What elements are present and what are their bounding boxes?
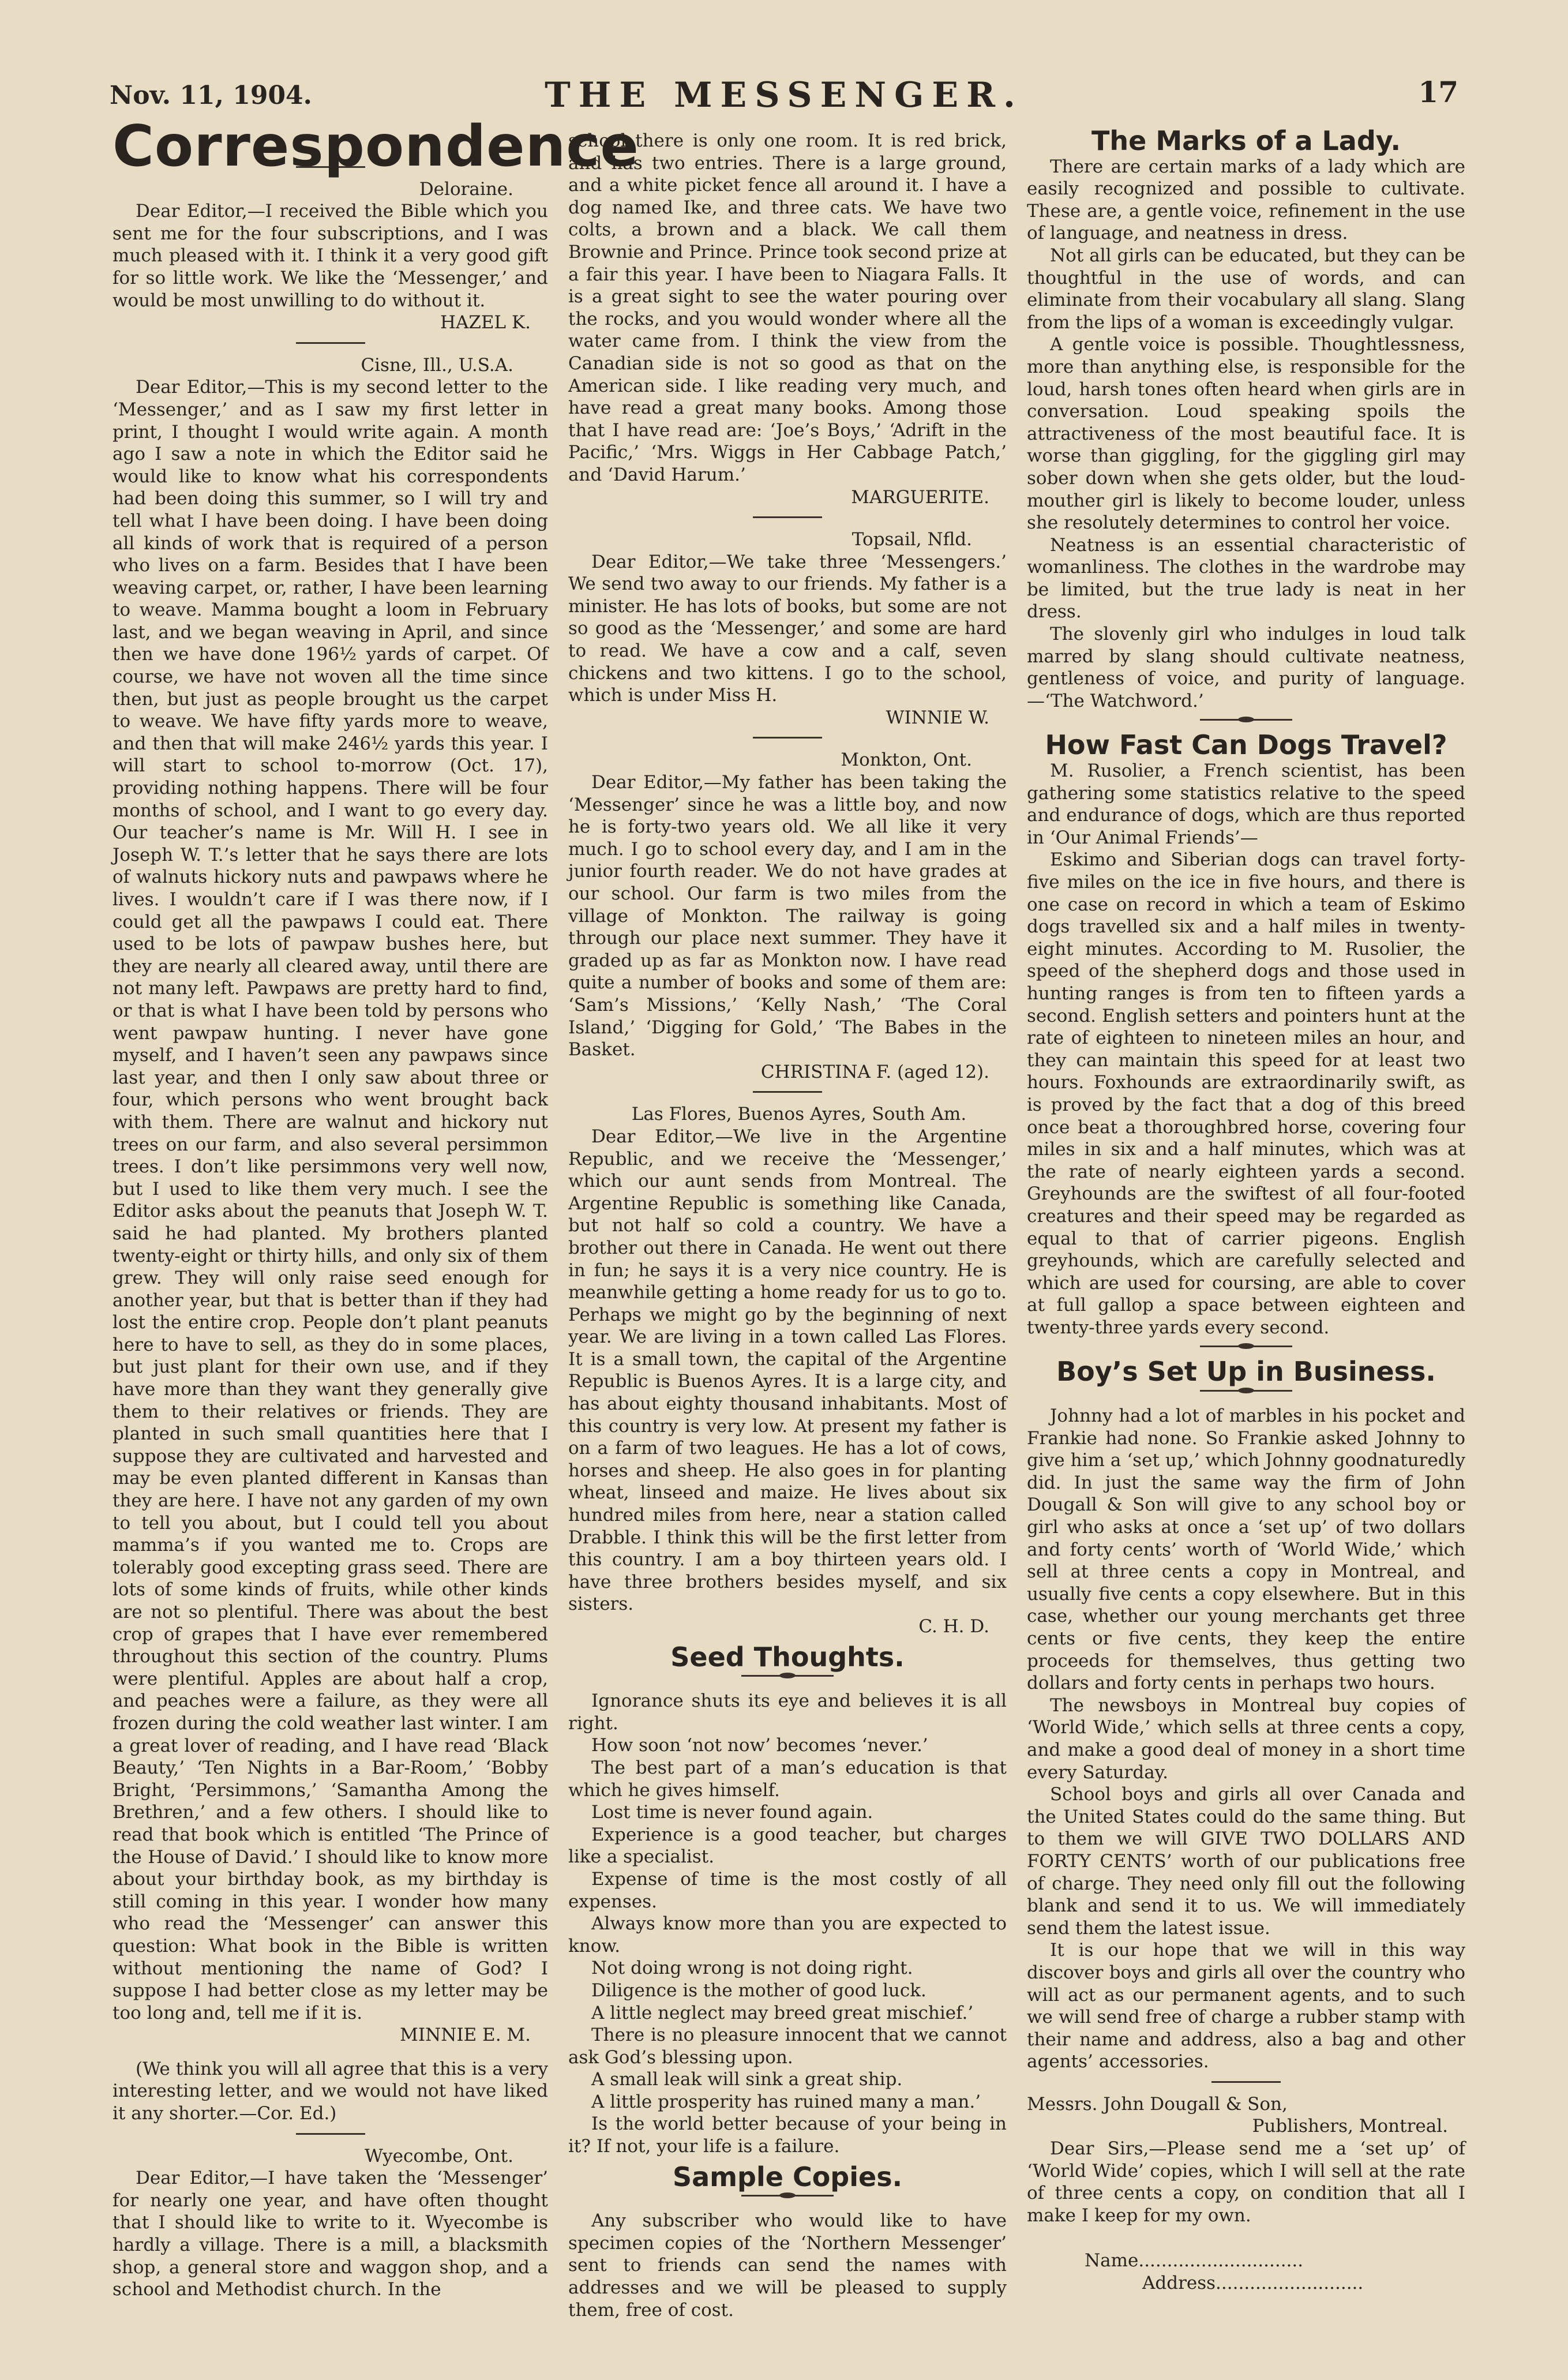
letter-signature: MINNIE E. M.: [400, 2025, 531, 2046]
letter-place: Monkton, Ont.: [841, 749, 972, 771]
article-paragraph: Neatness is an essential characteristic of womanliness. The clothes in the wardrobe may be limited, but the true lady is neat in her dress.: [1027, 534, 1465, 623]
letter-place: Las Flores, Buenos Ayres, South Am.: [631, 1104, 967, 1125]
letter-place: Wyecombe, Ont.: [364, 2145, 513, 2167]
article-paragraph: Eskimo and Siberian dogs can travel forty-five miles on the ice in five hours, and there is one case on record in which a team of Eskimo dogs travelled six and a half miles in twenty-eight minutes. According to M. Rusolier, the speed of the shepherd dogs and those used in hunting ranges is from ten to fifteen yards a second. English setters and pointers hunt at the rate of eighteen to nineteen miles an hour, and they can maintain this speed for at least two hours. Foxhounds are extraordinarily swift, as is proved by the fact that a dog of this breed once beat a thoroughbred horse, covering four miles in six and a half minutes, which was at the rate of nearly eighteen yards a second. Greyhounds are the swiftest of all four-footed creatures and their speed may be regarded as equal to that of carrier pigeons. English greyhounds, which are carefully selected and which are used for coursing, are able to cover at full gallop a space between eighteen and twenty-three yards every second.: [1027, 849, 1465, 1338]
ornamental-rule: [1200, 1388, 1292, 1393]
marks-of-a-lady-heading: The Marks of a Lady.: [1091, 125, 1401, 156]
seed-thought: Ignorance shuts its eye and believes it is all right.: [568, 1691, 1007, 1734]
seed-thought: How soon ‘not now’ becomes ‘never.’: [591, 1735, 928, 1756]
letter-body: Dear Editor,—We take three ‘Messengers.’ We send two away to our friends. My father is a minister. He has lots of books, but some are not so good as the ‘Messenger,’ and some are hard to read. We have a cow and a calf, seven chickens and two kittens. I go to the school, which is under Miss H.: [568, 551, 1007, 706]
seed-thought: Not doing wrong is not doing right.: [591, 1958, 913, 1979]
seed-thought: Always know more than you are expected to know.: [568, 1913, 1007, 1957]
form-salutation: Messrs. John Dougall & Son,: [1027, 2093, 1288, 2115]
letter-place: Deloraine.: [419, 178, 513, 200]
seed-thought: There is no pleasure innocent that we cannot ask God’s blessing upon.: [568, 2025, 1007, 2068]
sample-copies-body: Any subscriber who would like to have specimen copies of the ‘Northern Messenger’ sent to friends can send the names with addresses and we will be pleased to supply them, free of cost.: [568, 2210, 1007, 2321]
letter-body: Dear Editor,—We live in the Argentine Republic, and we receive the ‘Messenger,’ which our aunt sends from Montreal. The Argentine Republic is something like Canada, but not half so cold a country. We have a brother out there in Canada. He went out there in fun; he says it is a very nice country. He is meanwhile getting a home ready for us to go to. Perhaps we might go by the beginning of next year. We are living in a town called Las Flores. It is a small town, the capital of the Argentine Republic is Buenos Ayres. It is a large city, and has about eighty thousand inhabitants. Most of this country is very low. At present my father is on a farm of two leagues. He has a lot of cows, horses and sheep. He also goes in for planting wheat, linseed and maize. He lives about six hundred miles from here, near a station called Drabble. I think this will be the first letter from this country. I am a boy thirteen years old. I have three brothers besides myself, and six sisters.: [568, 1126, 1007, 1615]
column-1: [112, 114, 639, 2301]
letter-body: Dear Editor,—I have taken the ‘Messenger’ for nearly one year, and have often thought that I should like to write to it. Wyecombe is hardly a village. There is a mill, a blacksmith shop, a general store and waggon shop, and a school and Methodist church. In the: [112, 2168, 548, 2300]
correspondence-heading: Correspondence: [112, 114, 639, 179]
business-heading: Boy’s Set Up in Business.: [1056, 1356, 1436, 1388]
article-paragraph: A gentle voice is possible. Thoughtlessness, more than anything else, is responsible for the loud, harsh tones often heard when girls are in conversation. Loud speaking spoils the attractiveness of the most beautiful face. It is worse than giggling, for the giggling girl may sober down when she gets older, but the loud-mouther girl is likely to become louder, unless she resolutely determines to control her voice.: [1027, 334, 1465, 534]
letter-body: Dear Editor,—This is my second letter to the ‘Messenger,’ and as I saw my first letter in print, I thought I would write again. A month ago I saw a note in which the Editor said he would like to know what his correspondents had been doing this summer, so I will try and tell what I have been doing. I have been doing all kinds of work that is required of a person who lives on a farm. Besides that I have been weaving carpet, or, rather, I have been learning to weave. Mamma bought a loom in February last, and we began weaving in April, and since then we have done 196½ yards of carpet. Of course, we have not woven all the time since then, but just as people brought us the carpet to weave. We have fifty yards more to weave, and then that will make 246½ yards this year. I will start to school to-morrow (Oct. 17), providing nothing happens. There will be four months of school, and I want to go every day. Our teacher’s name is Mr. Will H. I see in Joseph W. T.’s letter that he says there are lots of walnuts hickory nuts and pawpaws where he lives. I wouldn’t care if I was there now, if I could get all the pawpaws I could eat. There used to be lots of pawpaw bushes here, but they are nearly all cleared away, until there are not many left. Pawpaws are pretty hard to find, or that is what I have been told by persons who went pawpaw hunting. I never have gone myself, and I haven’t seen any pawpaws since last year, and then I only saw about three or four, which persons who went brought back with them. There are walnut and hickory nut trees on our farm, and also several persimmon trees. I don’t like persimmons very well now, but I used to like them very much. I see the Editor asks about the peanuts that Joseph W. T. said he had planted. My brothers planted twenty-eight or thirty hills, and only six of them grew. They will only raise seed enough for another year, but that is better than if they had lost the entire crop. People don’t plant peanuts here to have to sell, as they do in some places, but just plant for their own use, and if they have more than they want they generally give them to their relatives or friends. They are planted in such small quantities here that I suppose they are cultivated and harvested and may be even planted different in Kansas than they are here. I have not any garden of my own to tell you about, but I could tell you about mamma’s if you wanted me to. Crops are tolerably good excepting grass seed. There are lots of some kinds of fruits, while other kinds are not so plentiful. There was about the best crop of grapes that I have ever remembered throughout this section of the country. Plums were plentiful. Apples are about half a crop, and peaches were a failure, as they were all frozen during the cold weather last winter. I am a great lover of reading, and I have read ‘Black Beauty,’ ‘Ten Nights in a Bar-Room,’ ‘Bobby Bright, ‘Persimmons,’ ‘Samantha Among the Brethren,’ and a few others. I should like to read that book which is entitled ‘The Prince of the House of David.’ I should like to know more about your birthday book, as my birthday is still coming in this year. I wonder how many who read the ‘Messenger’ can answer this question: What book in the Bible is written without mentioning the name of God? I suppose I had better close as my letter may be too long and, tell me if it is.: [112, 377, 548, 2023]
article-paragraph: School boys and girls all over Canada and the United States could do the same thing. But to them we will GIVE TWO DOLLARS AND FORTY CENTS’ worth of our publications free of charge. They need only fill out the following blank and send it to us. We will immediately send them the latest issue.: [1027, 1784, 1465, 1939]
letter-body: school there is only one room. It is red brick, and has two entries. There is a large ground, and a white picket fence all around it. I have a dog named Ike, and three cats. We have two colts, a brown and a black. We call them Brownie and Prince. Prince took second prize at a fair this year. I have been to Niagara Falls. It is a great sight to see the water pouring over the rocks, and you would wonder where all the water came from. I think the view from the Canadian side is not so good as that on the American side. I like reading very much, and have read a great many books. Among those that I have read are: ‘Joe’s Boys,’ ‘Adrift in the Pacific,’ ‘Mrs. Wiggs in Her Cabbage Patch,’ and ‘David Harum.’: [568, 130, 1007, 485]
page-number: 17: [1418, 75, 1458, 109]
letter-signature: WINNIE W.: [886, 707, 989, 728]
ornamental-rule: [1200, 717, 1292, 722]
column-2: [568, 130, 1007, 2321]
letter-body: Dear Editor,—I received the Bible which you sent me for the four subscriptions, and I was much pleased with it. I think it a very good gift for so little work. We like the ‘Messenger,’ and would be most unwilling to do without it.: [112, 201, 548, 311]
name-line: Name.............................: [1085, 2250, 1304, 2272]
article-paragraph: M. Rusolier, a French scientist, has been gathering some statistics relative to the speed and endurance of dogs, which are thus reported in ‘Our Animal Friends’—: [1027, 760, 1465, 848]
ornamental-rule: [741, 1673, 834, 1678]
letter-signature: MARGUERITE.: [851, 486, 989, 508]
article-paragraph: The newsboys in Montreal buy copies of ‘World Wide,’ which sells at three cents a copy, and make a good deal of money in a short time every Saturday.: [1027, 1695, 1465, 1783]
divider: [753, 1091, 822, 1093]
article-paragraph: Not all girls can be educated, but they can be thoughtful in the use of words, and can eliminate from their vocabulary all slang. Slang from the lips of a woman is exceedingly vulgar.: [1027, 245, 1465, 333]
seed-thought: Experience is a good teacher, but charges like a specialist.: [568, 1824, 1007, 1868]
seed-thought: The best part of a man’s education is that which he gives himself.: [568, 1757, 1007, 1801]
article-paragraph: The slovenly girl who indulges in loud talk marred by slang should cultivate neatness, gentleness of voice, and purity of language.—‘The Watchword.’: [1027, 624, 1465, 711]
masthead-title: THE MESSENGER.: [545, 75, 1023, 115]
seed-thought: Is the world better because of your being in it? If not, your life is a failure.: [568, 2113, 1007, 2157]
seed-thought: A little neglect may breed great mischief.’: [591, 2002, 974, 2023]
form-body: Dear Sirs,—Please send me a ‘set up’ of ‘World Wide’ copies, which I will sell at the rate of three cents a copy, on condition that all I make I keep for my own.: [1027, 2138, 1465, 2226]
seed-thoughts-heading: Seed Thoughts.: [670, 1641, 905, 1673]
divider: [753, 737, 822, 739]
letter-body: Dear Editor,—My father has been taking the ‘Messenger’ since he was a little boy, and now he is forty-two years old. We all like it very much. I go to school every day, and I am in the junior fourth reader. We do not have grades at our school. Our farm is two miles from the village of Monkton. The railway is going through our place next summer. They have it graded up as far as Monkton now. I have read quite a number of books and some of them are: ‘Sam’s Missions,’ ‘Kelly Nash,’ ‘The Coral Island,’ ‘Digging for Gold,’ ‘The Babes in the Basket.: [568, 772, 1007, 1060]
letter-place: Cisne, Ill., U.S.A.: [361, 354, 513, 376]
sample-copies-heading: Sample Copies.: [672, 2161, 903, 2192]
ornamental-rule: [1200, 1343, 1292, 1349]
ornamental-rule: [741, 2192, 834, 2198]
address-line: Address..........................: [1142, 2273, 1364, 2294]
letter-signature: HAZEL K.: [440, 312, 531, 333]
article-paragraph: There are certain marks of a lady which are easily recognized and possible to cultivate. These are, a gentle voice, refinement in the use of language, and neatness in dress.: [1027, 156, 1465, 244]
column-3: [1027, 125, 1465, 2295]
divider: [296, 2133, 365, 2135]
letter-place: Topsail, Nfld.: [851, 529, 972, 550]
editor-note: (We think you will all agree that this is a very interesting letter, and we would not have liked it any shorter.—Cor. Ed.): [112, 2058, 548, 2124]
issue-date: Nov. 11, 1904.: [110, 81, 312, 110]
letter-signature: CHRISTINA F. (aged 12).: [760, 1061, 989, 1082]
article-paragraph: Johnny had a lot of marbles in his pocket and Frankie had none. So Frankie asked Johnny to give him a ‘set up,’ which Johnny goodnaturedly did. In just the same way the firm of John Dougall & Son will give to any school boy or girl who asks at once a ‘set up’ of two dollars and forty cents’ worth of ‘World Wide,’ which sell at three cents a copy in Montreal, and usually five cents a copy elsewhere. But in this case, whether our young merchants get three cents or five cents, they keep the entire proceeds for themselves, thus getting two dollars and forty cents in perhaps two hours.: [1027, 1405, 1465, 1694]
seed-thought: Lost time is never found again.: [591, 1802, 873, 1823]
seed-thought: A little prosperity has ruined many a man.’: [591, 2091, 981, 2112]
seed-thought: Expense of time is the most costly of all expenses.: [568, 1868, 1007, 1912]
divider: [753, 516, 822, 518]
dogs-heading: How Fast Can Dogs Travel?: [1045, 729, 1447, 761]
seed-thought: Diligence is the mother of good luck.: [591, 1980, 926, 2001]
divider: [1211, 2081, 1281, 2083]
divider: [296, 342, 365, 344]
article-paragraph: It is our hope that we will in this way discover boys and girls all over the country who will act as our permanent agents, and to such we will send free of charge a rubber stamp with their name and address, also a bag and other agents’ accessories.: [1027, 1940, 1465, 2072]
seed-thought: A small leak will sink a great ship.: [591, 2069, 903, 2090]
form-publishers: Publishers, Montreal.: [1252, 2116, 1448, 2137]
letter-signature: C. H. D.: [918, 1616, 989, 1637]
